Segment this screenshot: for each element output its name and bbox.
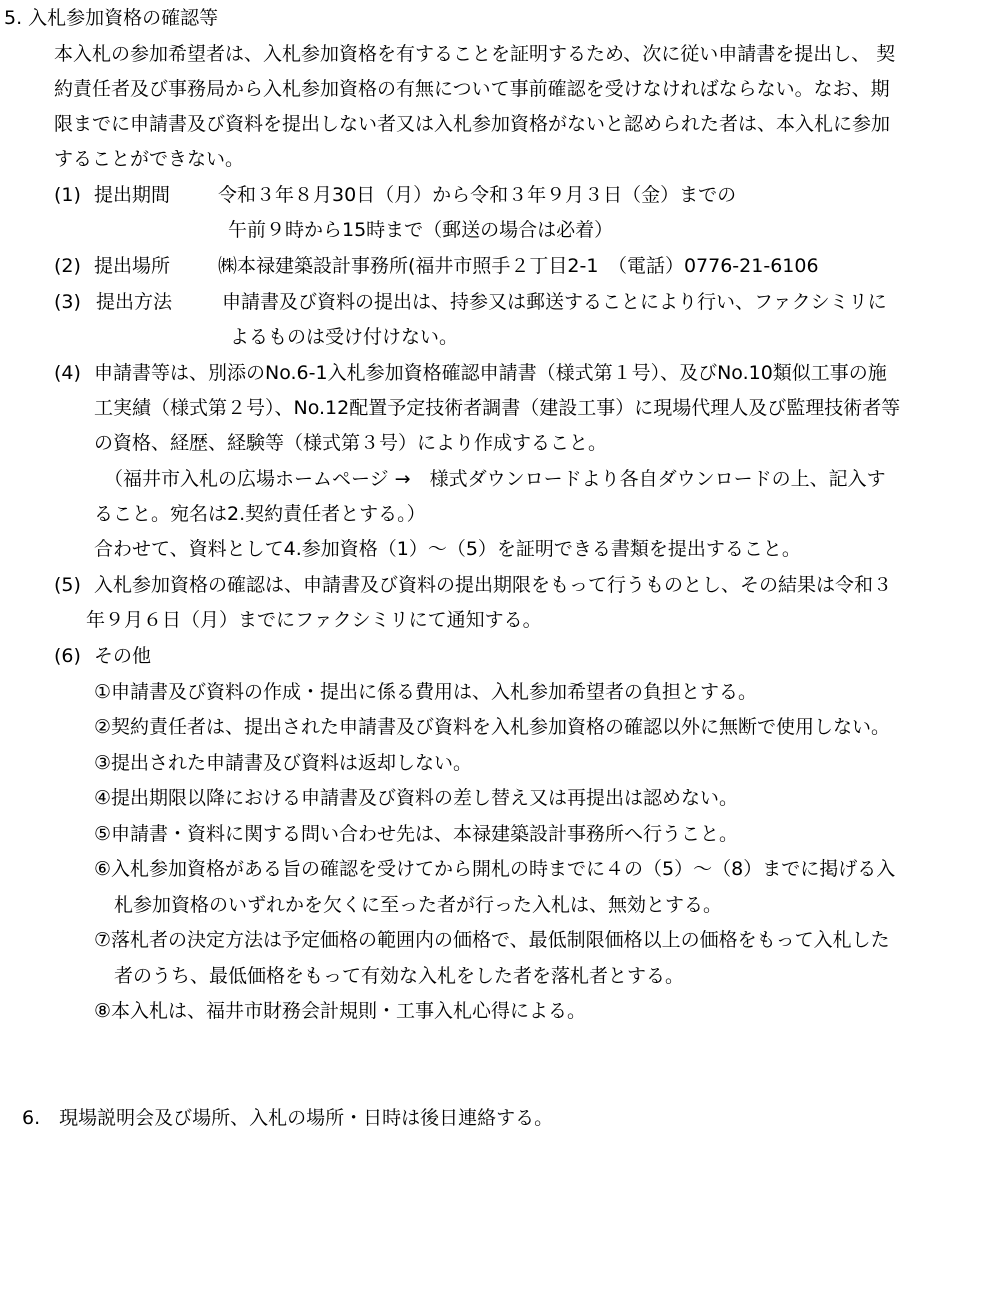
item6-sub-6-line-2: 札参加資格のいずれかを欠くに至った者が行った入札は、無効とする。 <box>114 894 723 916</box>
item4-line-3: の資格、経歴、経験等（様式第３号）により作成すること。 <box>94 432 608 454</box>
item4-line-6: 合わせて、資料として4.参加資格（1）～（5）を証明できる書類を提出すること。 <box>94 538 801 560</box>
item1-line-1: 令和３年８月30日（月）から令和３年９月３日（金）までの <box>218 184 737 206</box>
item4-line-4: （福井市入札の広場ホームページ → 様式ダウンロードより各自ダウンロードの上、記入す <box>104 468 886 490</box>
item6-sub-5: ⑤申請書・資料に関する問い合わせ先は、本禄建築設計事務所へ行うこと。 <box>94 823 739 845</box>
item6-sub-4: ④提出期限以降における申請書及び資料の差し替え又は再提出は認めない。 <box>94 787 739 809</box>
item6-label: その他 <box>94 645 152 667</box>
item4-line-1: 申請書等は、別添のNo.6-1入札参加資格確認申請書（様式第１号）、及びNo.10類似工事の施 <box>94 362 887 384</box>
item4-number: (4) <box>54 362 81 384</box>
item1-number: (1) <box>54 184 81 206</box>
section5-intro-line-1: 本入札の参加希望者は、入札参加資格を有することを証明するため、次に従い申請書を提出し、 契 <box>54 43 896 65</box>
item4-line-2: 工実績（様式第２号）、No.12配置予定技術者調書（建設工事）に現場代理人及び監理技術者等 <box>94 397 901 419</box>
item5-line-2: 年９月６日（月）までにファクシミリにて通知する。 <box>86 609 542 631</box>
section5-intro-line-3: 限までに申請書及び資料を提出しない者又は入札参加資格がないと認められた者は、本入札に参加 <box>54 113 891 135</box>
section5-heading: 5. 入札参加資格の確認等 <box>4 7 219 29</box>
item6-number: (6) <box>54 645 81 667</box>
section5-intro-line-4: することができない。 <box>54 148 245 170</box>
item6-sub-3: ③提出された申請書及び資料は返却しない。 <box>94 752 473 774</box>
item1-label: 提出期間 <box>94 184 171 206</box>
item6-sub-8: ⑧本入札は、福井市財務会計規則・工事入札心得による。 <box>94 1000 587 1022</box>
item3-number: (3) <box>54 291 81 313</box>
item6-sub-7-line-1: ⑦落札者の決定方法は予定価格の範囲内の価格で、最低制限価格以上の価格をもって入札した <box>94 929 890 951</box>
item3-line-1: 申請書及び資料の提出は、持参又は郵送することにより行い、ファクシミリに <box>222 291 887 313</box>
section5-intro-line-2: 約責任者及び事務局から入札参加資格の有無について事前確認を受けなければならない。なお、期 <box>54 78 890 100</box>
item6-sub-1: ①申請書及び資料の作成・提出に係る費用は、入札参加希望者の負担とする。 <box>94 681 758 703</box>
item3-line-2: よるものは受け付けない。 <box>230 326 459 348</box>
item2-text: ㈱本禄建築設計事務所(福井市照手２丁目2-1 （電話）0776-21-6106 <box>218 255 819 277</box>
item5-number: (5) <box>54 574 81 596</box>
item6-sub-2: ②契約責任者は、提出された申請書及び資料を入札参加資格の確認以外に無断で使用しない。 <box>94 716 891 738</box>
section6-heading: 6. 現場説明会及び場所、入札の場所・日時は後日連絡する。 <box>22 1107 554 1129</box>
item3-label: 提出方法 <box>96 291 173 313</box>
item1-line-2: 午前９時から15時まで（郵送の場合は必着） <box>228 219 614 241</box>
item2-number: (2) <box>54 255 81 277</box>
item6-sub-6-line-1: ⑥入札参加資格がある旨の確認を受けてから開札の時までに４の（5）～（8）までに掲げる入 <box>94 858 896 880</box>
item6-sub-7-line-2: 者のうち、最低価格をもって有効な入札をした者を落札者とする。 <box>114 965 685 987</box>
item4-line-5: ること。宛名は2.契約責任者とする。） <box>94 503 426 525</box>
item2-label: 提出場所 <box>94 255 171 277</box>
item5-line-1: 入札参加資格の確認は、申請書及び資料の提出期限をもって行うものとし、その結果は令和３ <box>94 574 893 596</box>
